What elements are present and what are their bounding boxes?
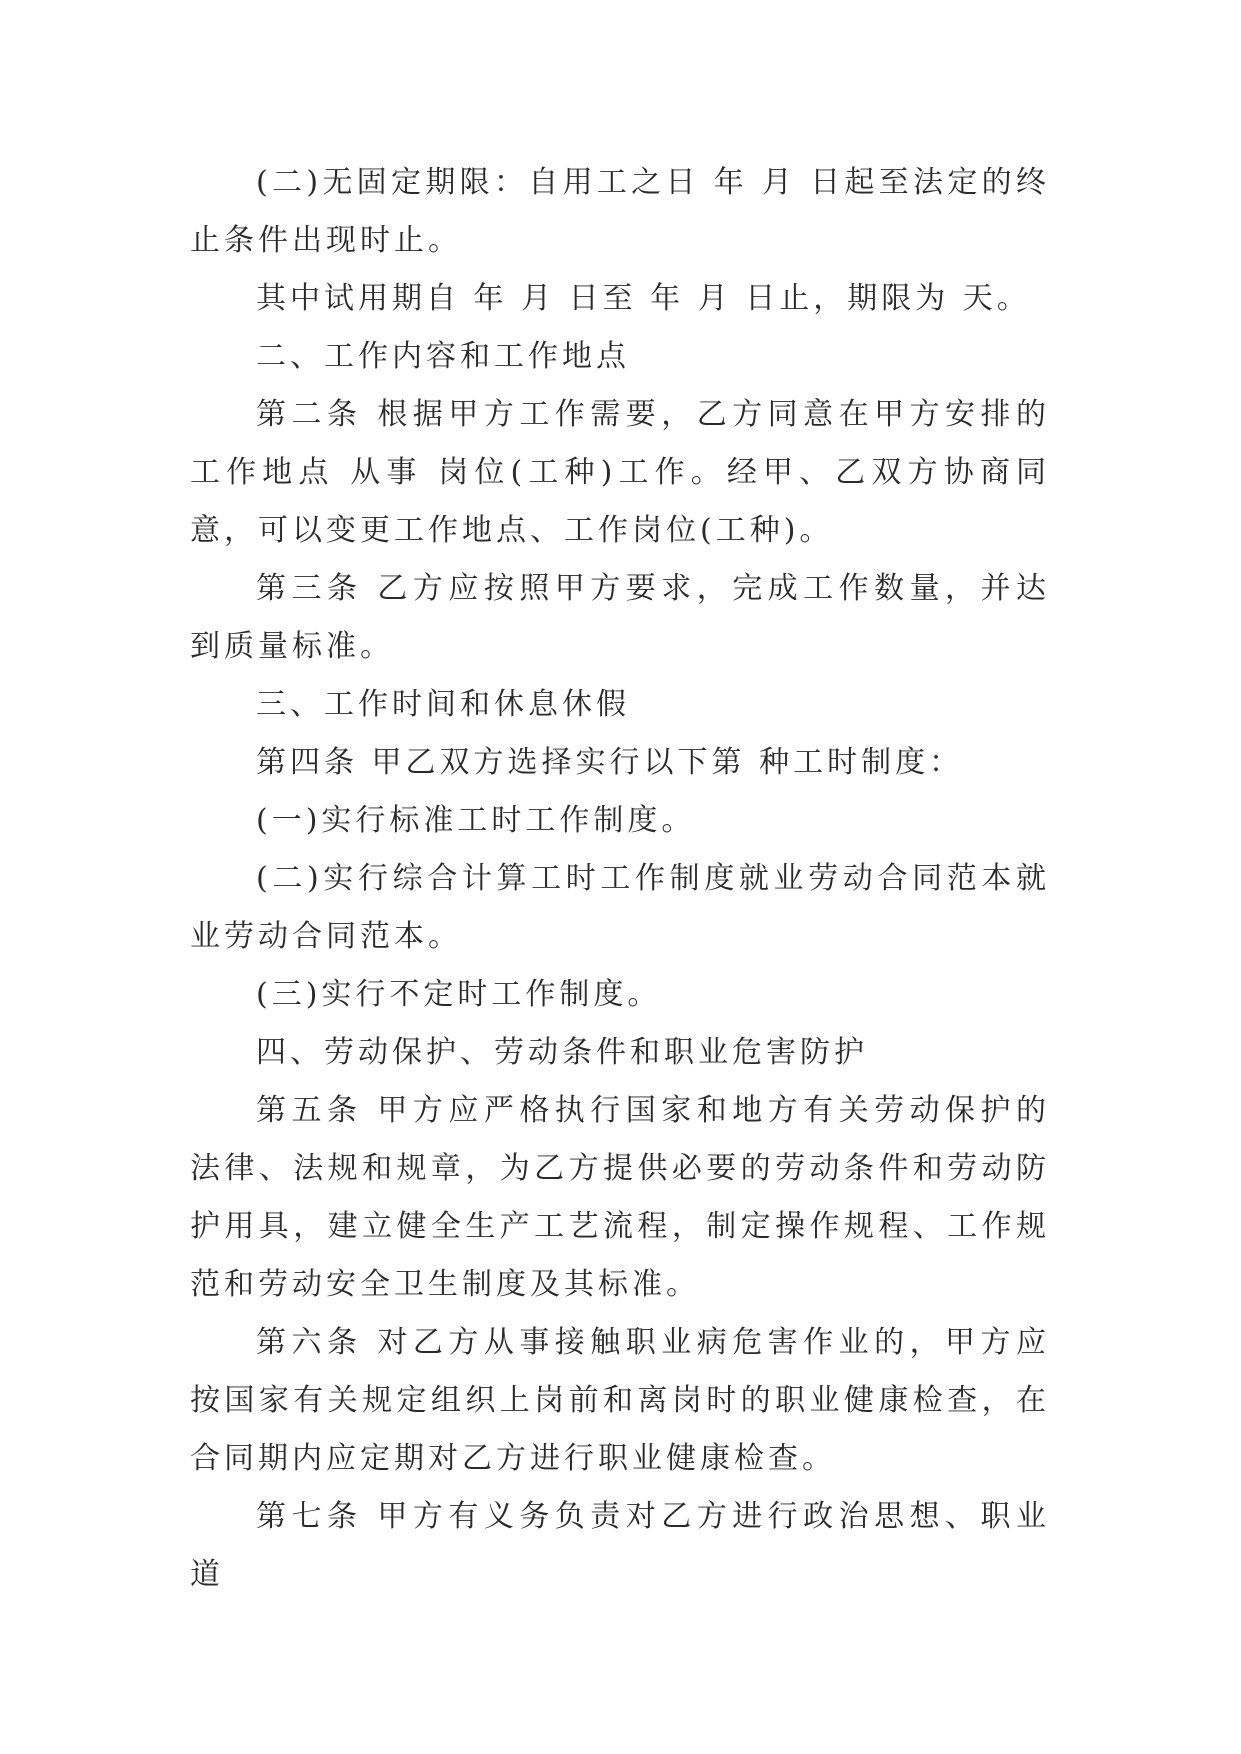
paragraph-fixed-term: (二)无固定期限：自用工之日 年 月 日起至法定的终止条件出现时止。 <box>190 165 1050 258</box>
article-7: 第七条 甲方有义务负责对乙方进行政治思想、职业道 <box>190 1499 1050 1592</box>
paragraph-probation: 其中试用期自 年 月 日至 年 月 日止，期限为 天。 <box>256 281 1031 316</box>
section-heading-work-hours: 三、工作时间和休息休假 <box>256 687 630 722</box>
document-body <box>190 154 1050 1604</box>
section-heading-work-content: 二、工作内容和工作地点 <box>256 339 630 374</box>
section-heading-labor-protection: 四、劳动保护、劳动条件和职业危害防护 <box>256 1035 868 1070</box>
option-comprehensive-hours: (二)实行综合计算工时工作制度就业劳动合同范本就业劳动合同范本。 <box>190 861 1050 954</box>
article-5: 第五条 甲方应严格执行国家和地方有关劳动保护的法律、法规和规章，为乙方提供必要的劳动条件和劳动防护用具，建立健全生产工艺流程，制定操作规程、工作规范和劳动安全卫生制度及其标准。 <box>190 1093 1050 1302</box>
option-standard-hours: (一)实行标准工时工作制度。 <box>256 803 696 838</box>
article-6: 第六条 对乙方从事接触职业病危害作业的，甲方应按国家有关规定组织上岗前和离岗时的职业健康检查，在合同期内应定期对乙方进行职业健康检查。 <box>190 1325 1050 1476</box>
article-2: 第二条 根据甲方工作需要，乙方同意在甲方安排的工作地点 从事 岗位(工种)工作。经甲、乙双方协商同意，可以变更工作地点、工作岗位(工种)。 <box>190 397 1050 548</box>
option-flexible-hours: (三)实行不定时工作制度。 <box>256 977 662 1012</box>
article-4: 第四条 甲乙双方选择实行以下第 种工时制度： <box>256 745 964 780</box>
article-3: 第三条 乙方应按照甲方要求，完成工作数量，并达到质量标准。 <box>190 571 1050 664</box>
